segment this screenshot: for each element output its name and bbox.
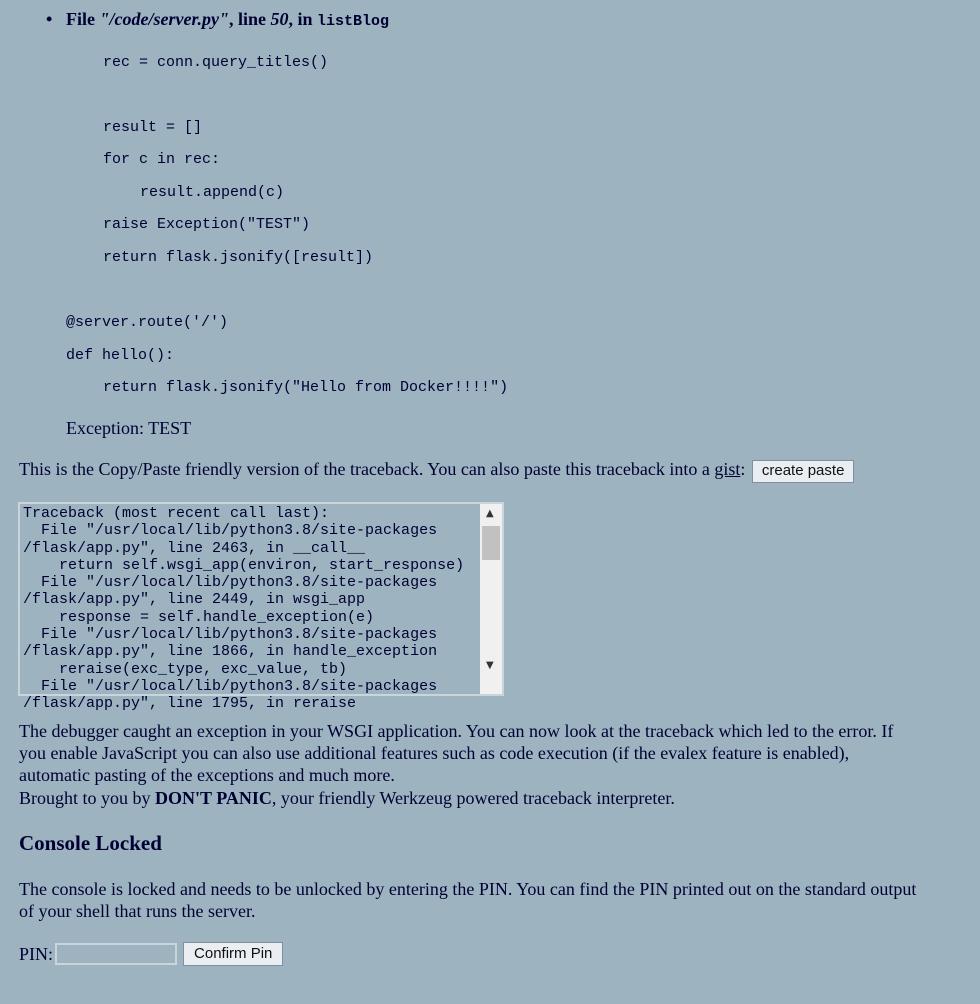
pin-form: [19, 941, 283, 967]
frame-filename: "/code/server.py": [99, 9, 229, 29]
source-line: return flask.jsonify([result]): [103, 249, 374, 266]
console-description-line: of your shell that runs the server.: [19, 901, 256, 921]
explanation-line: automatic pasting of the exceptions and much more.: [19, 765, 395, 785]
gist-link[interactable]: gist: [714, 459, 741, 479]
source-line: return flask.jsonify("Hello from Docker!!!!"): [103, 379, 509, 396]
chevron-up-icon[interactable]: ▲: [486, 508, 494, 519]
source-line: def hello():: [66, 347, 175, 364]
traceback-scrollbar[interactable]: [480, 504, 502, 694]
bullet: •: [46, 9, 53, 29]
create-paste-button[interactable]: create paste: [752, 460, 855, 483]
source-line: result = []: [103, 119, 203, 136]
console-description-line: The console is locked and needs to be unlocked by entering the PIN. You can find the PIN printed out on the standard output: [19, 879, 917, 899]
source-line: rec = conn.query_titles(): [103, 54, 329, 71]
source-line: result.append(c): [140, 184, 285, 201]
source-line: raise Exception("TEST"): [103, 216, 311, 233]
scrollbar-thumb[interactable]: [482, 526, 500, 560]
explanation-line: The debugger caught an exception in your WSGI application. You can now look at the traceback which led to the error. If: [19, 721, 894, 741]
source-line: for c in rec:: [103, 151, 221, 168]
exception-message: Exception: TEST: [66, 418, 192, 438]
traceback-textarea[interactable]: [18, 502, 504, 713]
dont-panic-text: DON'T PANIC: [155, 788, 272, 808]
source-line: @server.route('/'): [66, 314, 229, 331]
confirm-pin-button[interactable]: Confirm Pin: [183, 942, 283, 966]
traceback-frames: [46, 8, 389, 33]
brought-by-line: Brought to you by DON'T PANIC, your friendly Werkzeug powered traceback interpreter.: [19, 788, 675, 808]
explanation-line: you enable JavaScript you can also use additional features such as code execution (if the evalex feature is enabled),: [19, 743, 850, 763]
traceback-text: Traceback (most recent call last): File "/usr/local/lib/python3.8/site-packages /flask/app.py", line 2463, in __call__ return self.wsgi_app(environ, start_response) File "/usr/local/lib/python3.8/site-packages /flask/app.py", line 2449, in wsgi_app response = self.handle_exception(e) File "/usr/local/lib/python3.8/site-packages /flask/app.py", line 1866, in handle_exception reraise(exc_type, exc_value, tb) File "/usr/local/lib/python3.8/site-packages /flask/app.py", line 1795, in reraise: [23, 505, 465, 713]
frame-function: listBlog: [316, 13, 389, 30]
pin-input[interactable]: [55, 943, 177, 965]
pin-label: PIN:: [19, 943, 54, 964]
console-locked-heading: Console Locked: [19, 831, 162, 855]
frame-header-text: File "/code/server.py", line 50, in listBlog: [66, 9, 389, 30]
chevron-down-icon[interactable]: ▼: [486, 660, 494, 671]
copy-paste-description: This is the Copy/Paste friendly version of the traceback. You can also paste this traceback into a gist: create paste: [19, 458, 854, 483]
frame-header: [46, 8, 389, 33]
frame-line-number: 50: [270, 9, 289, 29]
